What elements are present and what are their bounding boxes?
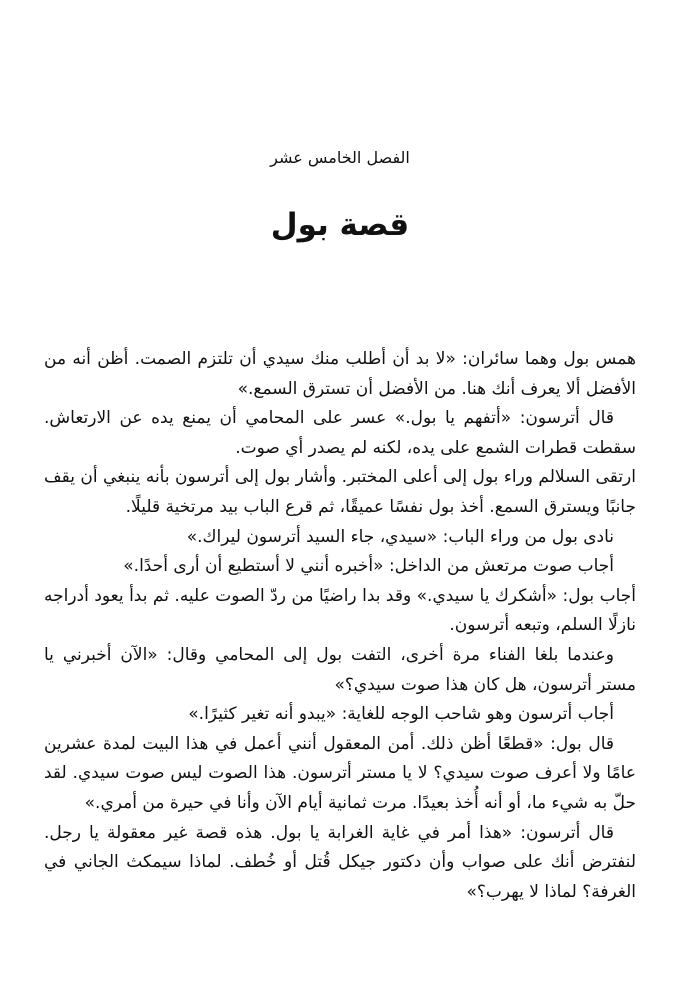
chapter-number-label: الفصل الخامس عشر [270, 148, 410, 167]
paragraph: همس بول وهما سائران: «لا بد أن أطلب منك سيدي أن تلتزم الصمت. أظن أنه من الأفضل ألا يعرف أنك هنا. من الأفضل أن تسترق السمع.» [44, 349, 636, 399]
paragraph: أجاب بول: «أشكرك يا سيدي.» وقد بدا راضيًا من ردّ الصوت عليه. ثم بدأ يعود أدراجه نازلًا السلم، وتبعه أترسون. [44, 585, 636, 636]
paragraph: أجاب صوت مرتعش من الداخل: «أخبره أنني لا أستطيع أن أرى أحدًا.» [123, 556, 614, 577]
paragraph: قال بول: «قطعًا أظن ذلك. أمن المعقول أنني أعمل في هذا البيت لمدة عشرين عامًا ولا أعرف صوت سيدي؟ لا يا مستر أترسون. هذا الصوت ليس صوت سيدي. لقد حلّ به شيء ما، أو أنه أُخذ بعيدًا. مرت ثمانية أيام الآن وأنا في حيرة من أمري.» [44, 733, 636, 813]
paragraph: وعندما بلغا الفناء مرة أخرى، التفت بول إلى المحامي وقال: «الآن أخبرني يا مستر أترسون، هل كان هذا صوت سيدي؟» [44, 644, 636, 695]
paragraph: ارتقى السلالم وراء بول إلى أعلى المختبر. وأشار بول إلى أترسون بأنه ينبغي أن يقف جانبًا ويسترق السمع. أخذ بول نفسًا عميقًا، ثم قرع الباب بيد مرتخية قليلًا. [44, 467, 636, 517]
paragraph: قال أترسون: «أتفهم يا بول.» عسر على المحامي أن يمنع يده عن الارتعاش. سقطت قطرات الشمع على يده، لكنه لم يصدر أي صوت. [44, 408, 636, 458]
paragraph: نادى بول من وراء الباب: «سيدي، جاء السيد أترسون ليراك.» [186, 526, 614, 547]
chapter-title: قصة بول [270, 207, 410, 243]
paragraph: أجاب أترسون وهو شاحب الوجه للغاية: «يبدو أنه تغير كثيرًا.» [188, 704, 614, 725]
chapter-body [44, 345, 636, 907]
paragraph: قال أترسون: «هذا أمر في غاية الغرابة يا بول. هذه قصة غير معقولة يا رجل. لنفترض أنك على صواب وأن دكتور جيكل قُتل أو خُطف. لماذا سيمكث الجاني في الغرفة؟ لماذا لا يهرب؟» [44, 822, 636, 902]
